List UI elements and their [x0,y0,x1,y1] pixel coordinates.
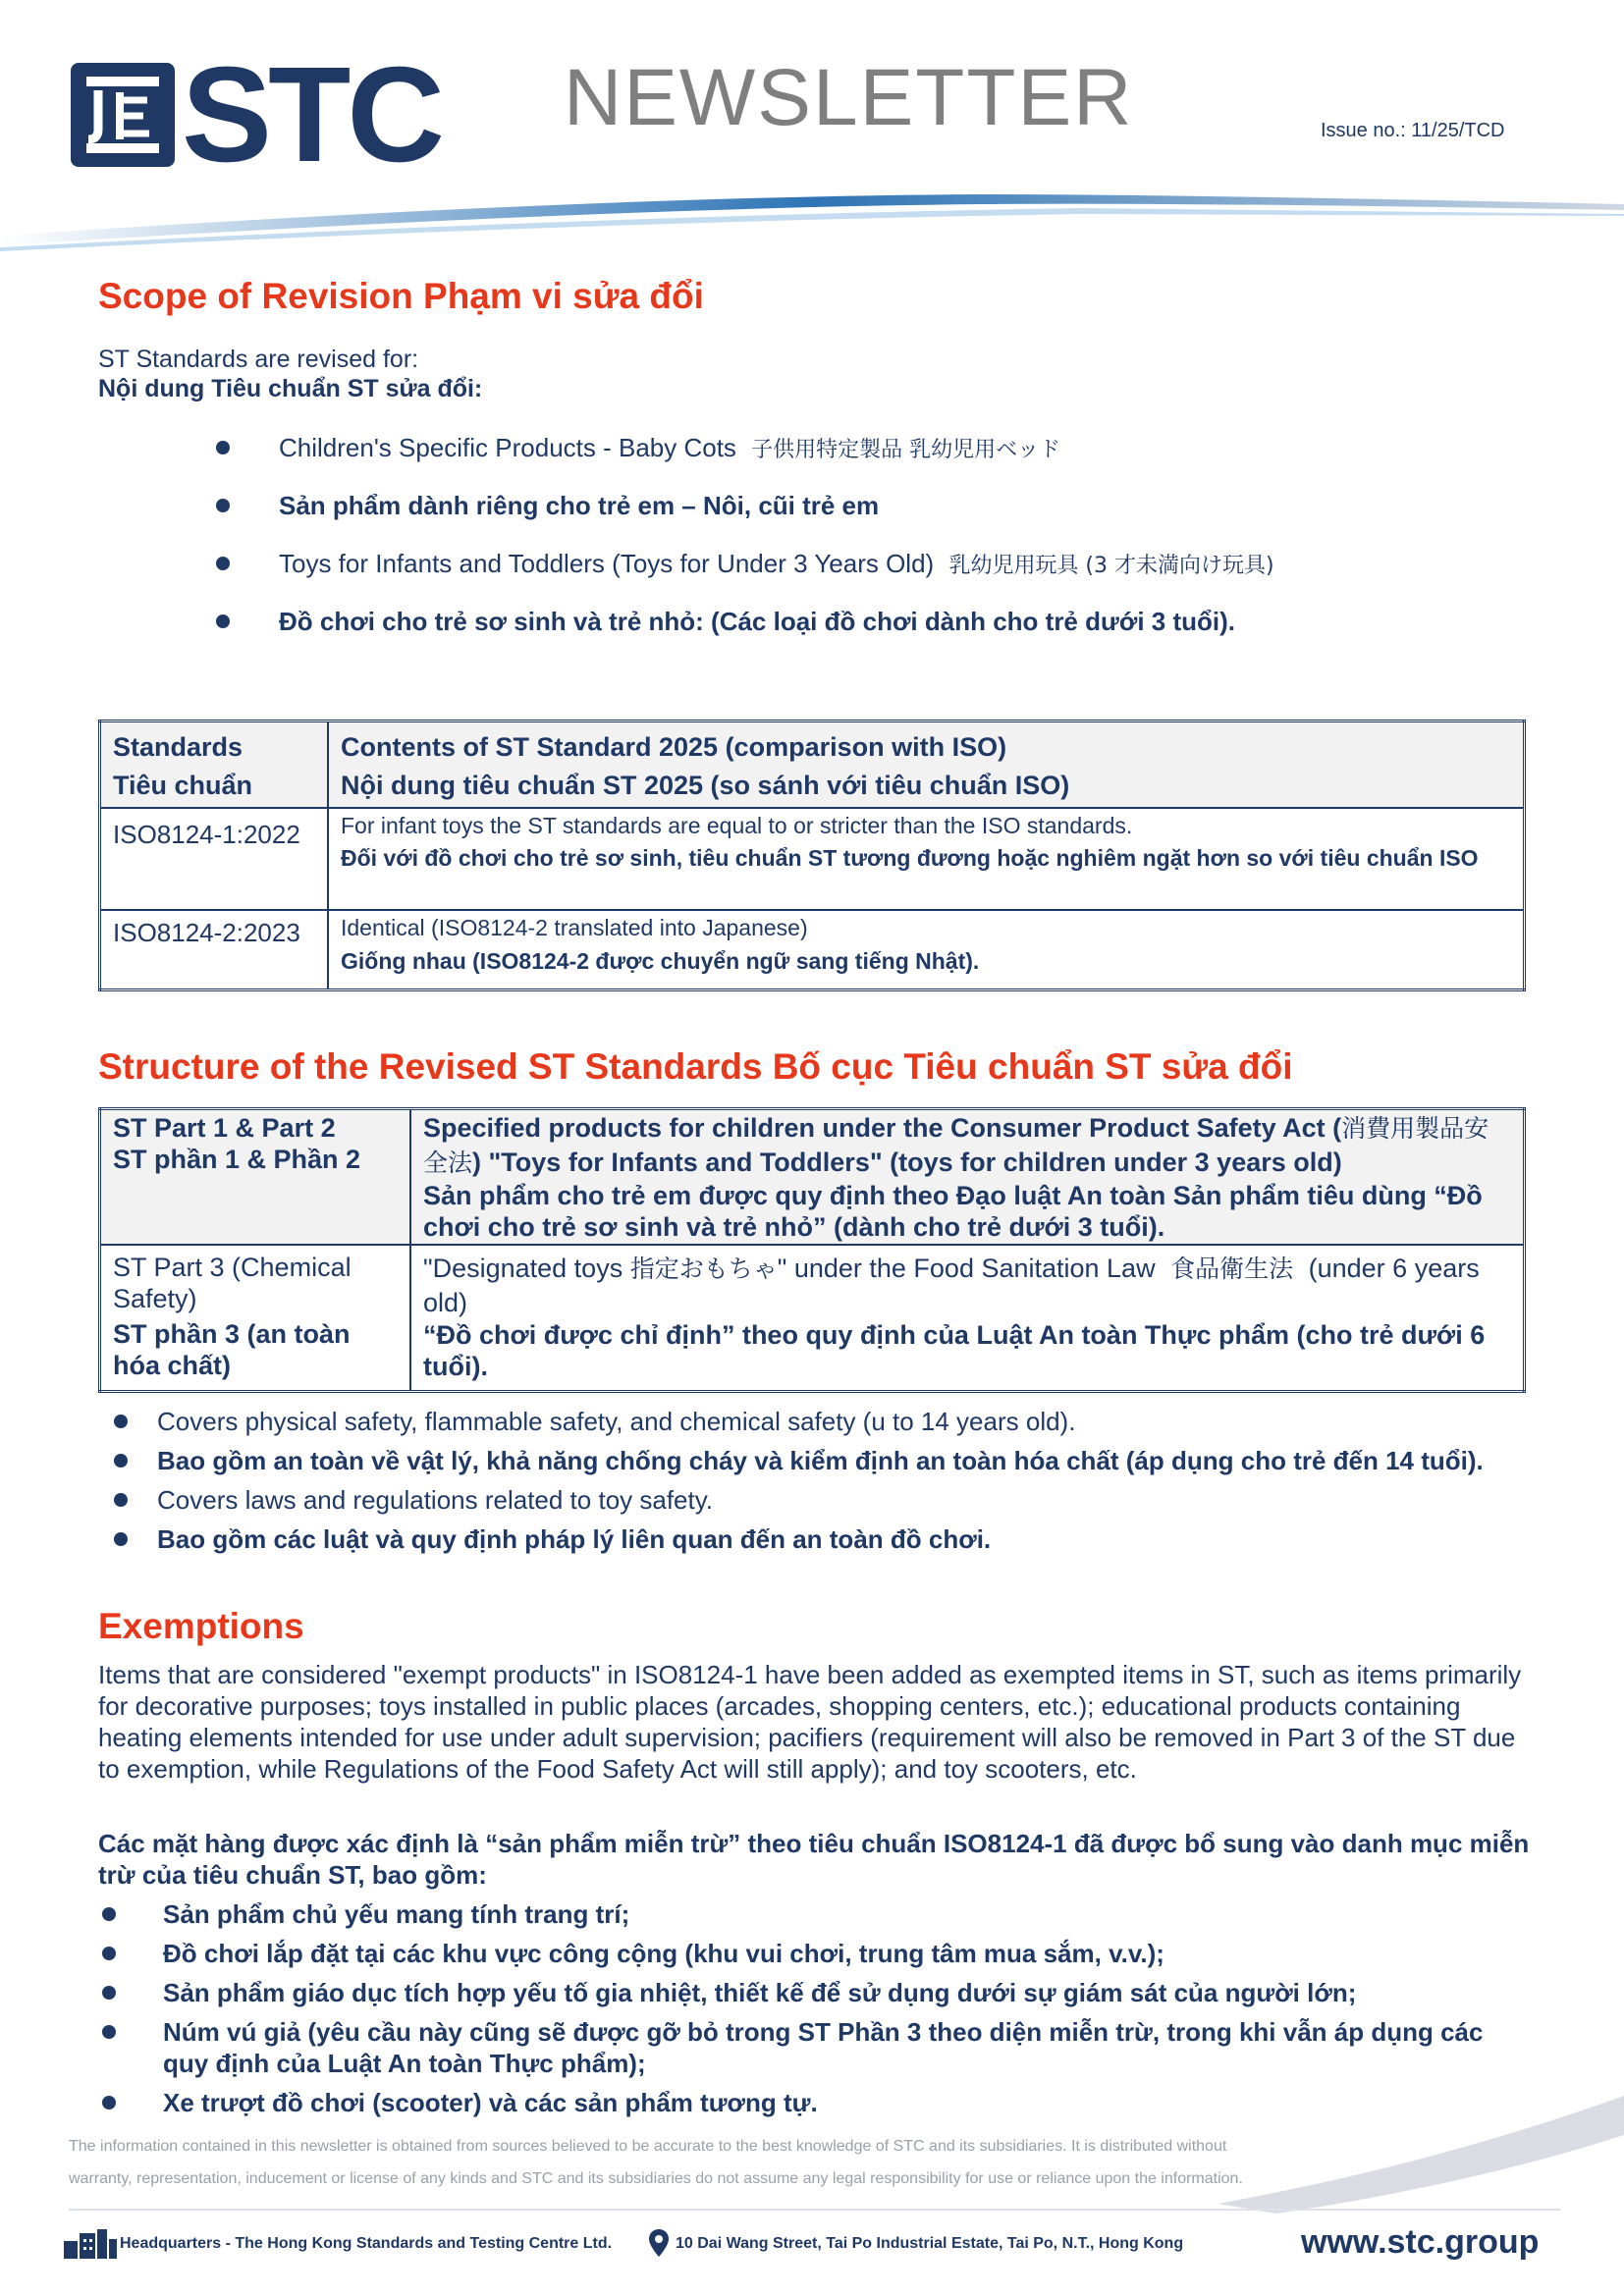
list-item [98,1977,1532,2008]
exemptions-heading: Exemptions [98,1606,304,1646]
part3-desc-c: (under 6 years old) [423,1253,1480,1317]
table-head-contents: Contents of ST Standard 2025 (comparison with ISO) [341,732,1007,762]
scope-item-3: Toys for Infants and Toddlers (Toys for Under 3 Years Old) [279,549,935,578]
scope-item-2: Sản phẩm dành riêng cho trẻ em – Nôi, cũi trẻ em [279,491,880,520]
address-text: 10 Dai Wang Street, Tai Po Industrial Estate, Tai Po, N.T., Hong Kong [676,2235,1184,2252]
bullet-icon [102,2096,116,2109]
table-row [100,1109,1525,1245]
bullet-icon [114,1454,128,1468]
structure-heading: Structure of the Revised ST Standards Bố cục Tiêu chuẩn ST sửa đổi [98,1046,1293,1087]
row-en: Identical (ISO8124-2 translated into Japanese) [341,914,808,940]
iso-comparison-table [98,720,1526,991]
list-item [98,2016,1532,2079]
table-row [100,1245,1525,1392]
disclaimer-line-2: warranty, representation, inducement or license of any kinds and STC and its subsidiaries do not assume any legal responsibility for use or reliance upon the information. [69,2170,1243,2187]
list-item [110,1406,1524,1437]
part3-desc-vi: “Đồ chơi được chỉ định” theo quy định của Luật An toàn Thực phẩm (cho trẻ dưới 6 tuổi). [423,1319,1486,1381]
bullet-icon [102,1907,116,1921]
scope-bullet-list [216,433,1492,665]
header-swoosh [0,187,1624,255]
location-pin-icon [649,2229,669,2257]
footer-divider [69,2209,1561,2211]
row-vi: Đối với đồ chơi cho trẻ sơ sinh, tiêu chuẩn ST tương đương hoặc nghiêm ngặt hơn so với tiêu chuẩn ISO [341,844,1479,871]
table-head-standards: Standards [113,732,244,762]
part12-desc-b: ) "Toys for Infants and Toddlers" (toys for children under 3 years old) [472,1148,1342,1177]
part12-desc-a: Specified products for children under the Consumer Product Safety Act ( [423,1113,1342,1143]
table-header-row [100,721,1525,808]
bullet-icon [216,557,230,570]
std-cell: ISO8124-1:2022 [100,808,329,910]
bullet-icon [216,441,230,454]
structure-item-4: Bao gồm các luật và quy định pháp lý liên quan đến an toàn đồ chơi. [157,1524,992,1554]
row-vi: Giống nhau (ISO8124-2 được chuyển ngữ sang tiếng Nhật). [341,947,980,974]
part3-vi: ST phần 3 (an toàn hóa chất) [113,1318,351,1380]
part3-desc-a: "Designated toys [423,1253,623,1283]
list-item [110,1445,1524,1476]
table-head-standards-vi: Tiêu chuẩn [113,771,253,800]
part3-desc-b: " under the Food Sanitation Law [777,1253,1156,1283]
table-row [100,910,1525,990]
part12-en: ST Part 1 & Part 2 [113,1113,336,1143]
disclaimer-line-1: The information contained in this newsletter is obtained from sources believed to be accurate to the best knowledge of STC and its subsidiaries. It is distributed without [69,2138,1227,2155]
bullet-icon [102,1947,116,1960]
list-item [216,433,1492,491]
table-row [100,808,1525,910]
list-item [98,1938,1532,1969]
row-en: For infant toys the ST standards are equal to or stricter than the ISO standards. [341,812,1133,838]
scope-item-4: Đồ chơi cho trẻ sơ sinh và trẻ nhỏ: (Các loại đồ chơi dành cho trẻ dưới 3 tuổi). [279,607,1235,636]
exemptions-para-vi: Các mặt hàng được xác định là “sản phẩm miễn trừ” theo tiêu chuẩn ISO8124-1 đã được bổ sung vào danh mục miễn trừ của tiêu chuẩn ST, bao gồm: [98,1829,1530,1890]
newsletter-title: NEWSLETTER [564,53,1134,142]
bullet-icon [102,2025,116,2039]
headquarters-text: Headquarters - The Hong Kong Standards and Testing Centre Ltd. [120,2235,613,2252]
scope-item-1-cjk: 子供用特定製品 乳幼児用ベッド [751,438,1061,462]
structure-item-2: Bao gồm an toàn về vật lý, khả năng chống cháy và kiểm định an toàn hóa chất (áp dụng cho trẻ đến 14 tuổi). [157,1446,1484,1475]
issue-number: Issue no.: 11/25/TCD [1321,120,1505,141]
scope-item-1: Children's Specific Products - Baby Cots [279,433,736,462]
part3-desc-cjk-a: 指定おもちゃ [629,1254,778,1283]
structure-bullet-list [110,1406,1524,1555]
bullet-icon [216,499,230,512]
part12-desc-vi: Sản phẩm cho trẻ em được quy định theo Đạo luật An toàn Sản phẩm tiêu dùng “Đồ chơi cho trẻ sơ sinh và trẻ nhỏ” (dành cho trẻ dưới 3 tuổi). [423,1181,1483,1242]
logo-text: STC [182,39,441,190]
bullet-icon [102,1986,116,2000]
bullet-icon [114,1493,128,1507]
part12-vi: ST phần 1 & Phần 2 [113,1145,361,1174]
exemption-item-2: Đồ chơi lắp đặt tại các khu vực công cộng (khu vui chơi, trung tâm mua sắm, v.v.); [163,1939,1164,1968]
list-item [216,491,1492,549]
structure-item-3: Covers laws and regulations related to toy safety. [157,1485,714,1515]
bullet-icon [114,1415,128,1428]
part12-desc-cjk: 消費用製品安全法 [423,1114,1489,1177]
structure-table [98,1107,1526,1393]
bullet-icon [216,614,230,628]
part3-desc-cjk-b: 食品衛生法 [1170,1254,1294,1283]
list-item [216,607,1492,665]
exemption-item-5: Xe trượt đồ chơi (scooter) và các sản phẩm tương tự. [163,2088,818,2117]
scope-intro-en: ST Standards are revised for: [98,346,419,373]
structure-item-1: Covers physical safety, flammable safety, and chemical safety (u to 14 years old). [157,1407,1076,1436]
bullet-icon [114,1532,128,1546]
exemption-item-1: Sản phẩm chủ yếu mang tính trang trí; [163,1899,630,1929]
exemptions-para-en: Items that are considered "exempt products" in ISO8124-1 have been added as exempted items in ST, such as items primarily for decorative purposes; toys installed in public places (arcades, shopping centers, etc.); educational products containing heating elements intended for use under adult supervision; pacifiers (requirement will also be removed in Part 3 of the ST due to exemption, while Regulations of the Food Safety Act will still apply); and toy scooters, etc. [98,1660,1522,1784]
footer [64,2223,1566,2272]
building-icon [64,2229,117,2259]
website-link[interactable]: www.stc.group [1301,2223,1540,2261]
std-cell: ISO8124-2:2023 [100,910,329,990]
scope-heading: Scope of Revision Phạm vi sửa đổi [98,276,704,316]
scope-intro-vi: Nội dung Tiêu chuẩn ST sửa đổi: [98,375,483,402]
list-item [98,1898,1532,1930]
footer-disclaimer [69,2130,1306,2195]
list-item [110,1484,1524,1516]
stc-emblem-icon [69,61,177,169]
list-item [216,549,1492,607]
part3-en: ST Part 3 (Chemical Safety) [113,1252,352,1313]
exemptions-bullet-list [98,1898,1532,2118]
exemption-item-4: Núm vú giả (yêu cầu này cũng sẽ được gỡ bỏ trong ST Phần 3 theo diện miễn trừ, trong khi vẫn áp dụng các quy định của Luật An toàn Thực phẩm); [163,2017,1484,2078]
exemption-item-3: Sản phẩm giáo dục tích hợp yếu tố gia nhiệt, thiết kế để sử dụng dưới sự giám sát của người lớn; [163,1978,1357,2007]
table-head-contents-vi: Nội dung tiêu chuẩn ST 2025 (so sánh với tiêu chuẩn ISO) [341,771,1070,800]
scope-item-3-cjk: 乳幼児用玩具 (3 才未満向け玩具) [948,554,1274,578]
list-item [110,1523,1524,1555]
